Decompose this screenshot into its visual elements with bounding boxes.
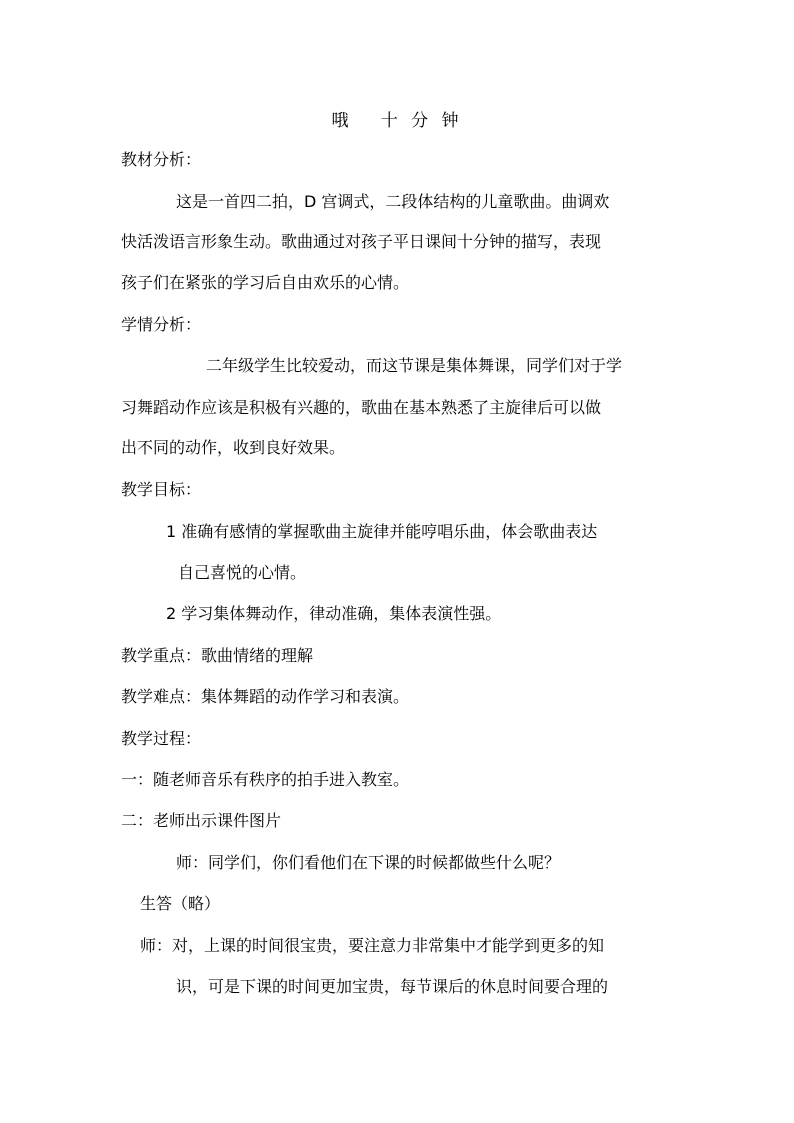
teaching-process-heading: 教学过程： (121, 729, 202, 748)
process-step-1: 一：随老师音乐有秩序的拍手进入教室。 (121, 770, 410, 789)
student-line-2: 习舞蹈动作应该是积极有兴趣的，歌曲在基本熟悉了主旋律后可以做 (121, 398, 602, 417)
teacher-reply-line-2: 识，可是下课的时间更加宝贵，每节课后的休息时间要合理的 (176, 977, 609, 996)
difficulty-point: 教学难点：集体舞蹈的动作学习和表演。 (121, 687, 410, 706)
student-analysis-heading: 学情分析： (121, 315, 202, 334)
textbook-line-2: 快活泼语言形象生动。歌曲通过对孩子平日课间十分钟的描写，表现 (121, 232, 602, 251)
textbook-analysis-heading: 教材分析： (121, 150, 202, 169)
goal-2: 2 学习集体舞动作，律动准确，集体表演性强。 (166, 604, 502, 623)
student-answer: 生答（略） (140, 894, 221, 913)
student-line-1: 二年级学生比较爱动，而这节课是集体舞课，同学们对于学 (206, 356, 623, 375)
textbook-line-3: 孩子们在紧张的学习后自由欢乐的心情。 (121, 273, 410, 292)
page-title: 哦 十 分 钟 (331, 111, 463, 131)
teaching-goals-heading: 教学目标： (121, 480, 202, 499)
student-line-3: 出不同的动作，收到良好效果。 (121, 438, 346, 457)
goal-1-continued: 自己喜悦的心情。 (178, 563, 307, 582)
key-point: 教学重点：歌曲情绪的理解 (121, 646, 314, 665)
teacher-question: 师：同学们，你们看他们在下课的时候都做些什么呢？ (176, 853, 561, 872)
textbook-line-1: 这是一首四二拍，D 宫调式，二段体结构的儿童歌曲。曲调欢 (176, 192, 610, 211)
process-step-2: 二：老师出示课件图片 (121, 811, 282, 830)
goal-1: 1 准确有感情的掌握歌曲主旋律并能哼唱乐曲，体会歌曲表达 (166, 522, 598, 541)
teacher-reply-line-1: 师：对，上课的时间很宝贵，要注意力非常集中才能学到更多的知 (140, 936, 605, 955)
